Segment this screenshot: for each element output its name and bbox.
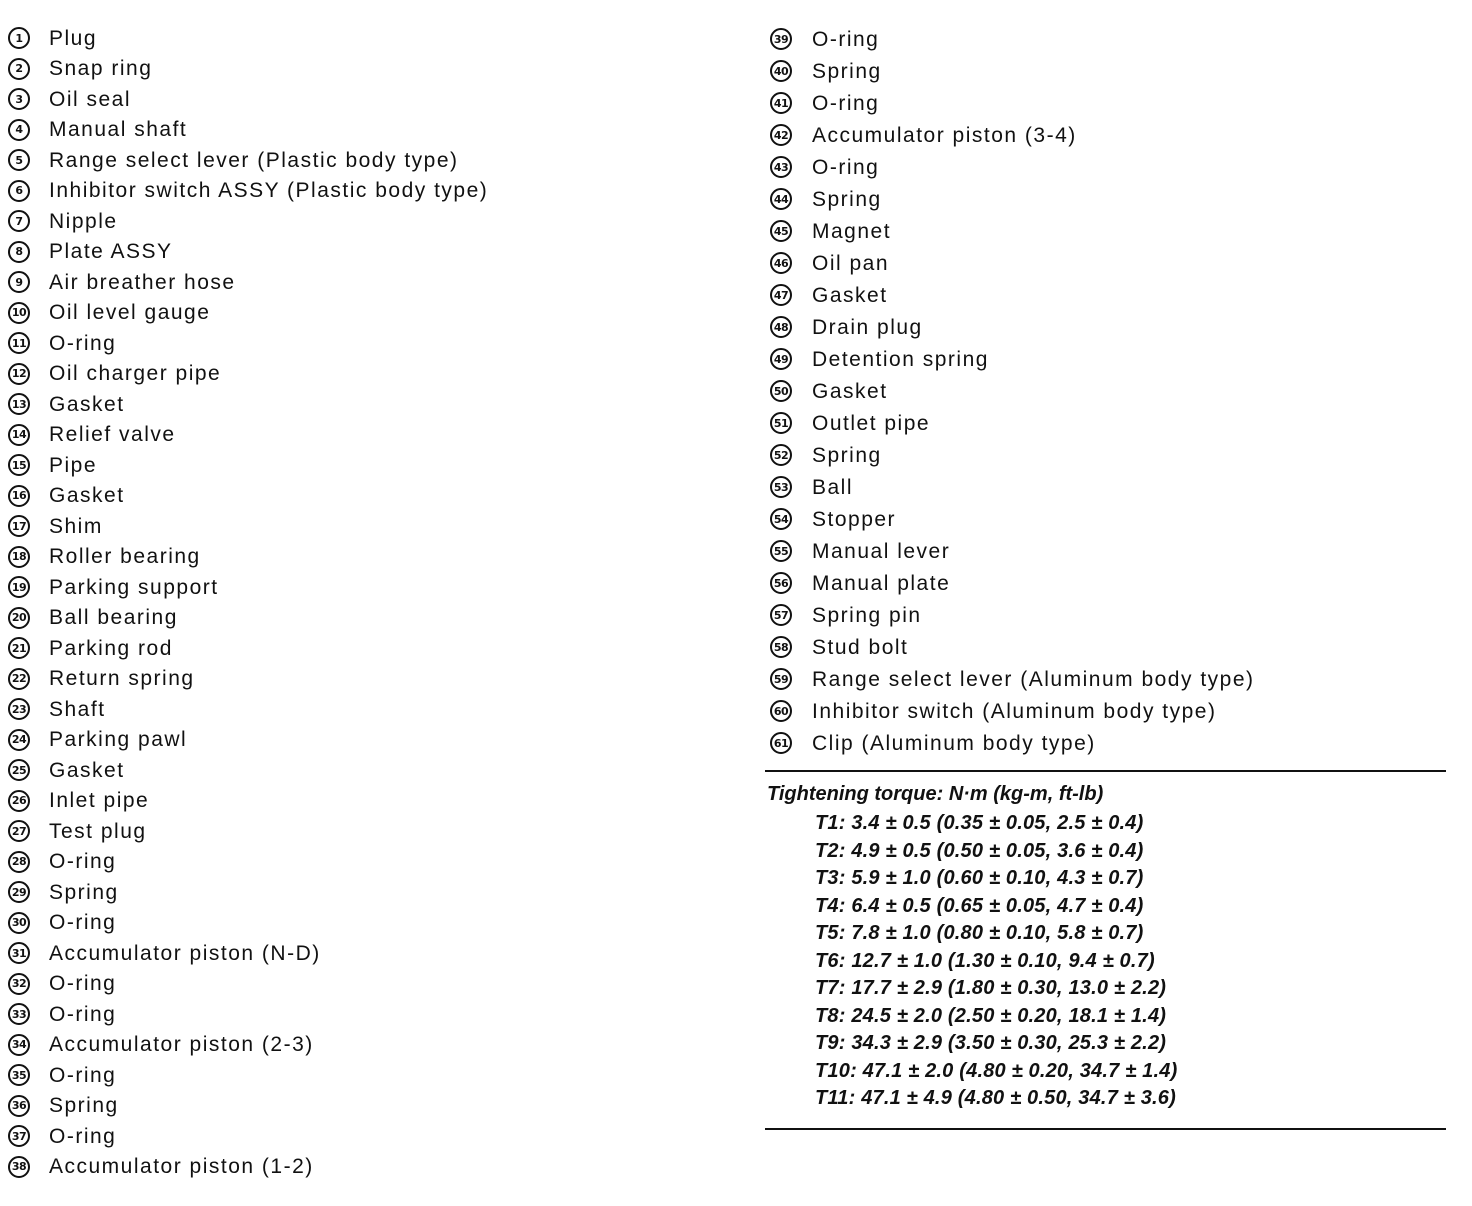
part-list-item <box>8 359 728 390</box>
part-label: Oil charger pipe <box>49 362 222 386</box>
part-label: Drain plug <box>812 315 923 339</box>
part-number-circle: 32 <box>8 973 30 995</box>
part-label: Accumulator piston (2-3) <box>49 1033 314 1057</box>
part-list-item <box>8 450 728 481</box>
part-list-item <box>8 176 728 207</box>
part-label: Inhibitor switch ASSY (Plastic body type) <box>49 179 489 203</box>
torque-row: T3: 5.9 ± 1.0 (0.60 ± 0.10, 4.3 ± 0.7) <box>815 867 1144 890</box>
torque-row: T6: 12.7 ± 1.0 (1.30 ± 0.10, 9.4 ± 0.7) <box>815 949 1155 972</box>
part-list-item <box>8 664 728 695</box>
part-number-circle: 46 <box>770 252 792 274</box>
part-number-circle: 51 <box>770 412 792 434</box>
part-list-item <box>8 572 728 603</box>
part-label: Spring pin <box>812 603 922 627</box>
part-number-circle: 60 <box>770 700 792 722</box>
part-number-circle: 22 <box>8 668 30 690</box>
part-number-circle: 39 <box>770 28 792 50</box>
part-number-circle: 35 <box>8 1064 30 1086</box>
part-label: O-ring <box>49 850 117 874</box>
part-label: O-ring <box>49 1124 117 1148</box>
part-list-item <box>8 938 728 969</box>
part-number-circle: 61 <box>770 732 792 754</box>
part-label: Inlet pipe <box>49 789 150 813</box>
part-label: Manual plate <box>812 571 951 595</box>
part-number-circle: 38 <box>8 1156 30 1178</box>
part-number-circle: 56 <box>770 572 792 594</box>
part-label: Parking rod <box>49 636 173 660</box>
part-label: Pipe <box>49 453 98 477</box>
part-label: Ball <box>812 475 854 499</box>
part-list-item <box>770 407 1450 439</box>
part-number-circle: 29 <box>8 881 30 903</box>
part-number-circle: 23 <box>8 698 30 720</box>
part-number-circle: 11 <box>8 332 30 354</box>
torque-row: T7: 17.7 ± 2.9 (1.80 ± 0.30, 13.0 ± 2.2) <box>815 977 1167 1000</box>
part-list-item <box>770 727 1450 759</box>
part-list-item <box>770 503 1450 535</box>
part-label: Oil pan <box>812 251 890 275</box>
part-label: Shaft <box>49 697 106 721</box>
part-label: O-ring <box>812 155 880 179</box>
part-list-item <box>770 695 1450 727</box>
part-number-circle: 18 <box>8 546 30 568</box>
part-number-circle: 12 <box>8 363 30 385</box>
part-list-item <box>770 631 1450 663</box>
part-list-item <box>8 420 728 451</box>
part-list-item <box>8 786 728 817</box>
part-label: Gasket <box>49 392 125 416</box>
part-label: Roller bearing <box>49 545 201 569</box>
part-list-item <box>8 1152 728 1183</box>
torque-row: T4: 6.4 ± 0.5 (0.65 ± 0.05, 4.7 ± 0.4) <box>815 894 1144 917</box>
part-list-item <box>8 542 728 573</box>
part-number-circle: 7 <box>8 210 30 232</box>
torque-row: T5: 7.8 ± 1.0 (0.80 ± 0.10, 5.8 ± 0.7) <box>815 922 1144 945</box>
part-label: Gasket <box>49 484 125 508</box>
part-list-item <box>8 694 728 725</box>
part-label: Accumulator piston (1-2) <box>49 1155 314 1179</box>
part-list-item <box>770 23 1450 55</box>
part-label: Inhibitor switch (Aluminum body type) <box>812 699 1217 723</box>
part-list-item <box>8 999 728 1030</box>
part-number-circle: 43 <box>770 156 792 178</box>
part-label: Gasket <box>812 379 888 403</box>
part-number-circle: 8 <box>8 241 30 263</box>
part-list-item <box>770 279 1450 311</box>
part-list-item <box>770 183 1450 215</box>
part-label: Spring <box>812 443 882 467</box>
part-label: Spring <box>812 59 882 83</box>
part-number-circle: 6 <box>8 180 30 202</box>
part-number-circle: 25 <box>8 759 30 781</box>
part-label: Accumulator piston (N-D) <box>49 941 321 965</box>
part-number-circle: 27 <box>8 820 30 842</box>
part-label: Shim <box>49 514 103 538</box>
part-label: O-ring <box>49 1002 117 1026</box>
part-list-item <box>8 145 728 176</box>
part-label: Nipple <box>49 209 118 233</box>
part-number-circle: 4 <box>8 119 30 141</box>
torque-title: Tightening torque: N·m (kg-m, ft-lb) <box>767 783 1104 805</box>
part-number-circle: 31 <box>8 942 30 964</box>
part-label: Spring <box>49 880 119 904</box>
part-label: Clip (Aluminum body type) <box>812 731 1096 755</box>
part-label: Plug <box>49 26 98 50</box>
part-list-item <box>770 151 1450 183</box>
part-number-circle: 28 <box>8 851 30 873</box>
part-list-item <box>8 389 728 420</box>
torque-row: T1: 3.4 ± 0.5 (0.35 ± 0.05, 2.5 ± 0.4) <box>815 812 1144 835</box>
part-number-circle: 34 <box>8 1034 30 1056</box>
part-list-item <box>770 599 1450 631</box>
part-label: Outlet pipe <box>812 411 931 435</box>
part-label: Snap ring <box>49 57 153 81</box>
part-number-circle: 16 <box>8 485 30 507</box>
part-number-circle: 30 <box>8 912 30 934</box>
part-label: O-ring <box>49 911 117 935</box>
part-list-item <box>8 908 728 939</box>
part-label: Test plug <box>49 819 147 843</box>
part-list-item <box>8 511 728 542</box>
part-number-circle: 40 <box>770 60 792 82</box>
part-label: O-ring <box>49 331 117 355</box>
part-list-item <box>770 215 1450 247</box>
part-number-circle: 13 <box>8 393 30 415</box>
part-list-item <box>8 1060 728 1091</box>
part-number-circle: 33 <box>8 1003 30 1025</box>
part-list-item <box>8 755 728 786</box>
part-list-item <box>770 567 1450 599</box>
part-number-circle: 9 <box>8 271 30 293</box>
part-number-circle: 53 <box>770 476 792 498</box>
part-label: Spring <box>812 187 882 211</box>
part-list-item <box>8 23 728 54</box>
part-number-circle: 50 <box>770 380 792 402</box>
part-list-item <box>8 54 728 85</box>
part-number-circle: 24 <box>8 729 30 751</box>
part-number-circle: 19 <box>8 576 30 598</box>
part-label: Range select lever (Aluminum body type) <box>812 667 1255 691</box>
part-list-item <box>8 1030 728 1061</box>
part-list-item <box>770 439 1450 471</box>
part-number-circle: 47 <box>770 284 792 306</box>
part-number-circle: 15 <box>8 454 30 476</box>
part-number-circle: 45 <box>770 220 792 242</box>
part-number-circle: 17 <box>8 515 30 537</box>
part-list-item <box>8 847 728 878</box>
part-list-item <box>8 725 728 756</box>
torque-list <box>815 810 1177 1113</box>
part-label: Gasket <box>812 283 888 307</box>
part-number-circle: 42 <box>770 124 792 146</box>
part-label: O-ring <box>812 91 880 115</box>
part-list-item <box>770 471 1450 503</box>
part-list-item <box>8 328 728 359</box>
part-list-item <box>770 247 1450 279</box>
part-list-item <box>8 237 728 268</box>
torque-row: T10: 47.1 ± 2.0 (4.80 ± 0.20, 34.7 ± 1.4) <box>815 1059 1178 1082</box>
part-label: Stud bolt <box>812 635 909 659</box>
parts-list-right <box>770 23 1450 759</box>
torque-row: T8: 24.5 ± 2.0 (2.50 ± 0.20, 18.1 ± 1.4) <box>815 1004 1167 1027</box>
part-list-item <box>770 375 1450 407</box>
part-label: Parking pawl <box>49 728 188 752</box>
part-list-item <box>8 969 728 1000</box>
part-number-circle: 14 <box>8 424 30 446</box>
torque-row: T9: 34.3 ± 2.9 (3.50 ± 0.30, 25.3 ± 2.2) <box>815 1032 1167 1055</box>
part-label: Manual lever <box>812 539 951 563</box>
part-label: Manual shaft <box>49 118 188 142</box>
part-label: Return spring <box>49 667 195 691</box>
part-number-circle: 10 <box>8 302 30 324</box>
parts-list-left <box>8 23 728 1182</box>
part-number-circle: 55 <box>770 540 792 562</box>
part-label: Oil level gauge <box>49 301 211 325</box>
part-number-circle: 44 <box>770 188 792 210</box>
part-list-item <box>770 311 1450 343</box>
part-list-item <box>8 267 728 298</box>
part-number-circle: 26 <box>8 790 30 812</box>
part-list-item <box>8 481 728 512</box>
part-list-item <box>8 115 728 146</box>
part-label: Magnet <box>812 219 892 243</box>
part-number-circle: 48 <box>770 316 792 338</box>
part-list-item <box>770 663 1450 695</box>
part-list-item <box>770 55 1450 87</box>
part-label: Relief valve <box>49 423 176 447</box>
part-label: Range select lever (Plastic body type) <box>49 148 459 172</box>
part-list-item <box>770 119 1450 151</box>
part-number-circle: 57 <box>770 604 792 626</box>
part-label: Accumulator piston (3-4) <box>812 123 1077 147</box>
part-number-circle: 52 <box>770 444 792 466</box>
part-number-circle: 3 <box>8 88 30 110</box>
part-list-item <box>770 535 1450 567</box>
part-label: Stopper <box>812 507 897 531</box>
part-label: Oil seal <box>49 87 132 111</box>
part-number-circle: 58 <box>770 636 792 658</box>
part-number-circle: 41 <box>770 92 792 114</box>
part-number-circle: 21 <box>8 637 30 659</box>
part-label: O-ring <box>812 27 880 51</box>
part-number-circle: 59 <box>770 668 792 690</box>
part-list-item <box>8 84 728 115</box>
part-number-circle: 2 <box>8 58 30 80</box>
part-list-item <box>8 603 728 634</box>
part-list-item <box>8 1091 728 1122</box>
part-number-circle: 37 <box>8 1125 30 1147</box>
part-number-circle: 49 <box>770 348 792 370</box>
part-list-item <box>8 633 728 664</box>
part-list-item <box>770 343 1450 375</box>
part-label: Parking support <box>49 575 219 599</box>
part-number-circle: 54 <box>770 508 792 530</box>
part-label: O-ring <box>49 1063 117 1087</box>
part-list-item <box>8 1121 728 1152</box>
part-list-item <box>770 87 1450 119</box>
part-number-circle: 1 <box>8 27 30 49</box>
part-number-circle: 5 <box>8 149 30 171</box>
part-label: Gasket <box>49 758 125 782</box>
torque-row: T2: 4.9 ± 0.5 (0.50 ± 0.05, 3.6 ± 0.4) <box>815 839 1144 862</box>
part-label: Air breather hose <box>49 270 236 294</box>
part-list-item <box>8 816 728 847</box>
part-list-item <box>8 206 728 237</box>
part-label: O-ring <box>49 972 117 996</box>
part-list-item <box>8 877 728 908</box>
part-label: Spring <box>49 1094 119 1118</box>
part-label: Detention spring <box>812 347 989 371</box>
part-number-circle: 36 <box>8 1095 30 1117</box>
part-label: Plate ASSY <box>49 240 173 264</box>
part-number-circle: 20 <box>8 607 30 629</box>
torque-specification-box <box>765 770 1446 1130</box>
part-list-item <box>8 298 728 329</box>
torque-row: T11: 47.1 ± 4.9 (4.80 ± 0.50, 34.7 ± 3.6) <box>815 1087 1176 1110</box>
part-label: Ball bearing <box>49 606 178 630</box>
